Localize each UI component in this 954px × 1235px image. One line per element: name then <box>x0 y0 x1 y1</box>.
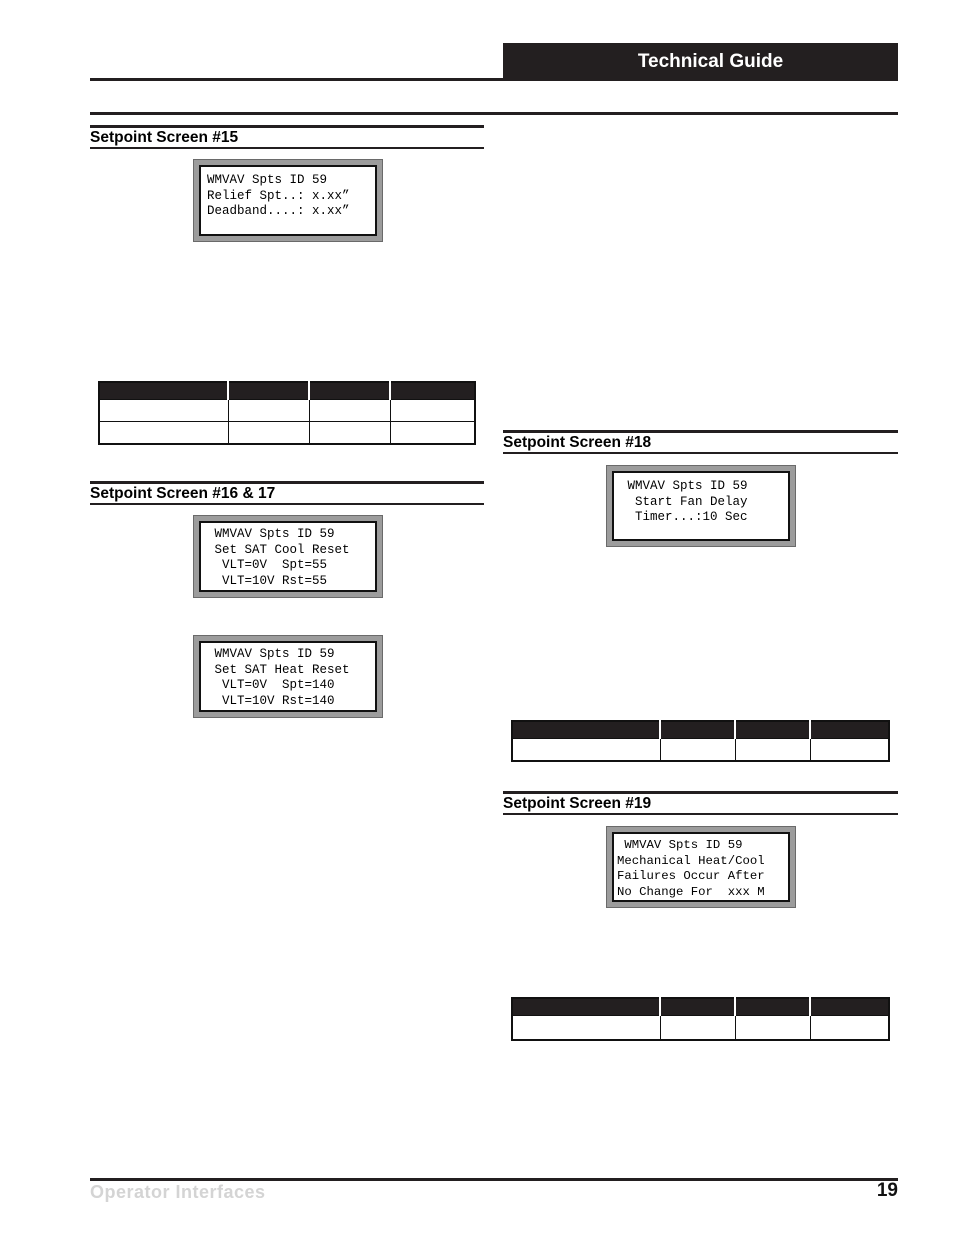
table-row <box>512 739 889 762</box>
header-title: Technical Guide <box>637 51 784 72</box>
header-rule <box>90 78 503 81</box>
lcd-text-15: WMVAV Spts ID 59 Relief Spt..: x.xx” Deadband....: x.xx” <box>199 165 377 236</box>
lcd-display-19 <box>606 826 796 908</box>
section-heading-18: Setpoint Screen #18 <box>503 430 898 454</box>
table-header-row <box>512 721 889 739</box>
setpoint-table-19 <box>511 997 890 1041</box>
header-underline <box>90 112 898 115</box>
section-heading-16-17: Setpoint Screen #16 & 17 <box>90 481 484 505</box>
lcd-text-19: WMVAV Spts ID 59 Mechanical Heat/Cool Failures Occur After No Change For xxx M <box>612 832 790 902</box>
lcd-text-16: WMVAV Spts ID 59 Set SAT Cool Reset VLT=0V Spt=55 VLT=10V Rst=55 <box>199 521 377 592</box>
header-banner <box>503 43 898 81</box>
section-heading-15: Setpoint Screen #15 <box>90 125 484 149</box>
table-header-row <box>99 382 475 400</box>
lcd-display-15 <box>193 159 383 242</box>
page-number: 19 <box>876 1180 898 1201</box>
lcd-text-17: WMVAV Spts ID 59 Set SAT Heat Reset VLT=0V Spt=140 VLT=10V Rst=140 <box>199 641 377 712</box>
setpoint-table-18 <box>511 720 890 762</box>
lcd-display-18 <box>606 465 796 547</box>
table-header-row <box>512 998 889 1016</box>
table-row <box>99 400 475 422</box>
footer-rule <box>90 1178 898 1181</box>
lcd-text-18: WMVAV Spts ID 59 Start Fan Delay Timer...:10 Sec <box>612 471 790 541</box>
table-row <box>99 422 475 445</box>
footer-section-title: Operator Interfaces <box>90 1182 266 1202</box>
lcd-display-16 <box>193 515 383 598</box>
lcd-display-17 <box>193 635 383 718</box>
setpoint-table-15 <box>98 381 476 445</box>
table-row <box>512 1016 889 1041</box>
section-heading-19: Setpoint Screen #19 <box>503 791 898 815</box>
